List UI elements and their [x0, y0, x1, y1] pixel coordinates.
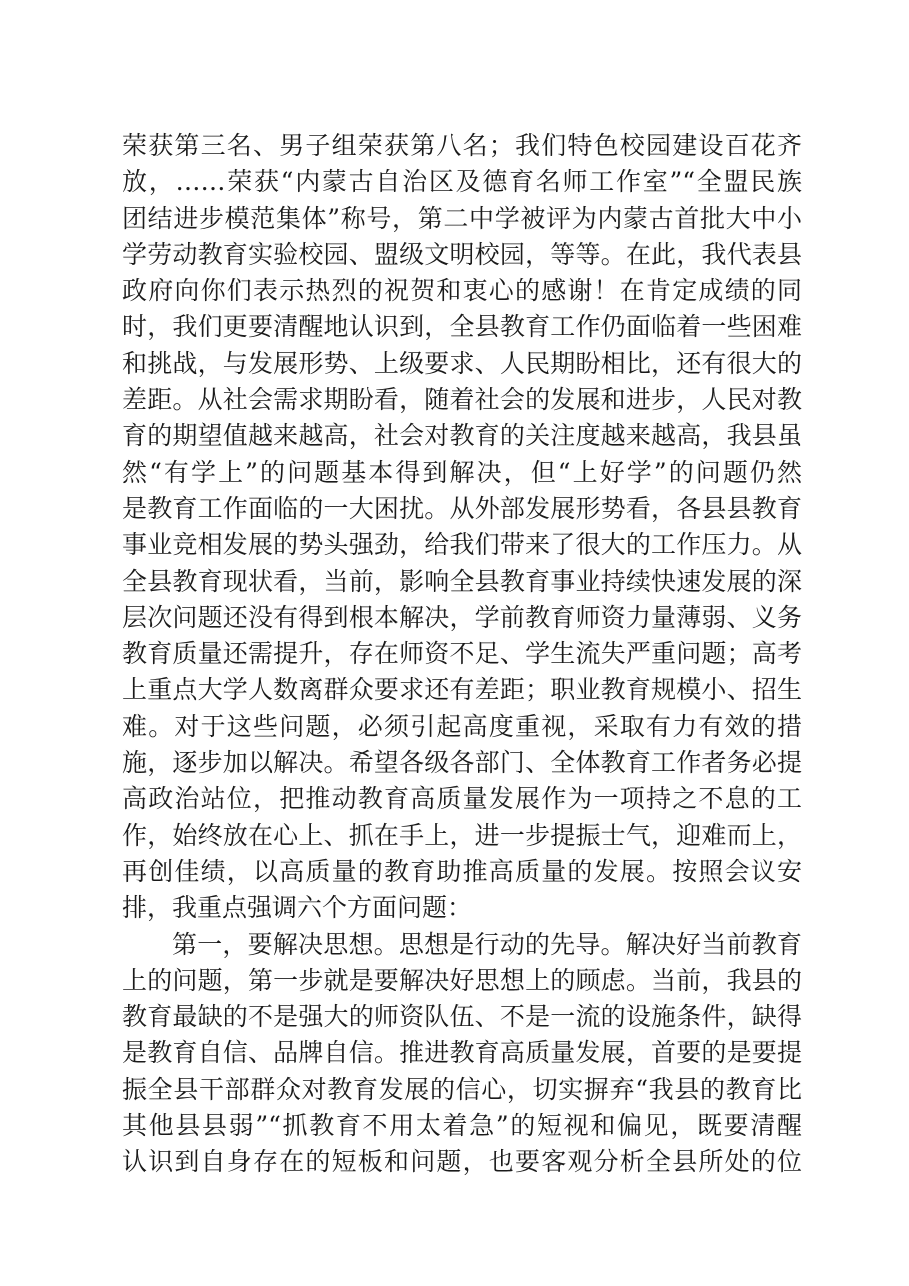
text-line: 是教育工作面临的一大困扰。从外部发展形势看，各县县教育	[122, 493, 802, 523]
text-line: 上重点大学人数离群众要求还有差距；职业教育规模小、招生	[122, 675, 802, 705]
text-line: 再创佳绩，以高质量的教育助推高质量的发展。按照会议安	[122, 856, 802, 886]
text-line: 时，我们更要清醒地认识到，全县教育工作仍面临着一些困难	[122, 312, 802, 342]
text-line: 团结进步模范集体”称号，第二中学被评为内蒙古首批大中小	[122, 203, 802, 233]
text-line: 高政治站位，把推动教育高质量发展作为一项持之不息的工	[122, 784, 802, 814]
text-line: 层次问题还没有得到根本解决，学前教育师资力量薄弱、义务	[122, 602, 802, 632]
text-line: 全县教育现状看，当前，影响全县教育事业持续快速发展的深	[122, 566, 802, 596]
text-line: 认识到自身存在的短板和问题，也要客观分析全县所处的位	[122, 1147, 802, 1177]
text-line: 作，始终放在心上、抓在手上，进一步提振士气，迎难而上，	[122, 820, 802, 850]
text-line: 是教育自信、品牌自信。推进教育高质量发展，首要的是要提	[122, 1038, 802, 1068]
text-line: 育的期望值越来越高，社会对教育的关注度越来越高，我县虽	[122, 421, 802, 451]
text-line: 上的问题，第一步就是要解决好思想上的顾虑。当前，我县的	[122, 965, 802, 995]
text-line: 差距。从社会需求期盼看，随着社会的发展和进步，人民对教	[122, 385, 802, 415]
text-line: 放，……荣获“内蒙古自治区及德育名师工作室”“全盟民族	[122, 167, 802, 197]
text-line: 教育质量还需提升，存在师资不足、学生流失严重问题；高考	[122, 639, 802, 669]
text-line: 政府向你们表示热烈的祝贺和衷心的感谢！在肯定成绩的同	[122, 276, 802, 306]
text-line: 教育最缺的不是强大的师资队伍、不是一流的设施条件，缺得	[122, 1002, 802, 1032]
document-body	[122, 128, 802, 1181]
text-line: 和挑战，与发展形势、上级要求、人民期盼相比，还有很大的	[122, 348, 802, 378]
text-line: 事业竞相发展的势头强劲，给我们带来了很大的工作压力。从	[122, 530, 802, 560]
text-line: 其他县县弱”“抓教育不用太着急”的短视和偏见，既要清醒	[122, 1111, 802, 1141]
text-line: 学劳动教育实验校园、盟级文明校园，等等。在此，我代表县	[122, 239, 802, 269]
text-line: 难。对于这些问题，必须引起高度重视，采取有力有效的措	[122, 711, 802, 741]
text-line: 振全县干部群众对教育发展的信心，切实摒弃“我县的教育比	[122, 1074, 802, 1104]
text-line: 然“有学上”的问题基本得到解决，但“上好学”的问题仍然	[122, 457, 802, 487]
text-line: 荣获第三名、男子组荣获第八名；我们特色校园建设百花齐	[122, 131, 802, 160]
paragraph-end-line: 排，我重点强调六个方面问题：	[122, 893, 473, 923]
text-line: 施，逐步加以解决。希望各级各部门、全体教育工作者务必提	[122, 748, 802, 778]
paragraph-start-line: 第一，要解决思想。思想是行动的先导。解决好当前教育	[172, 929, 802, 959]
